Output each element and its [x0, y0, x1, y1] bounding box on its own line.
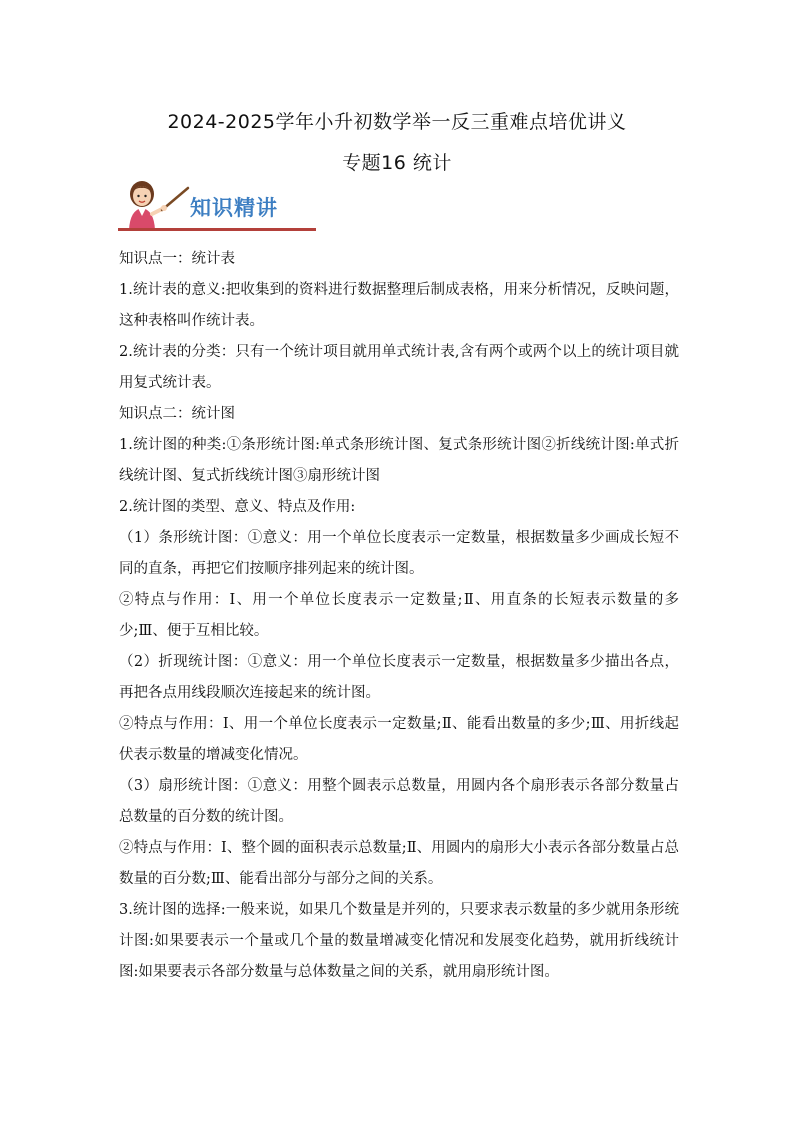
content-body: [119, 244, 679, 988]
section-heading: 知识点一：统计表: [119, 251, 235, 267]
document-title: 2024-2025学年小升初数学举一反三重难点培优讲义: [167, 111, 627, 133]
paragraph: （3）扇形统计图：①意义：用整个圆表示总数量，用圆内各个扇形表示各部分数量占总数量的百分数的统计图。: [119, 778, 679, 825]
section-banner: [118, 178, 318, 234]
banner-label: 知识精讲: [190, 196, 278, 220]
paragraph: 1.统计图的种类:①条形统计图:单式条形统计图、复式条形统计图②折线统计图:单式折线统计图、复式折线统计图③扇形统计图: [119, 437, 679, 484]
paragraph: 1.统计表的意义:把收集到的资料进行数据整理后制成表格，用来分析情况，反映问题，这种表格叫作统计表。: [119, 282, 679, 329]
paragraph: ②特点与作用：Ⅰ、用一个单位长度表示一定数量;Ⅱ、用直条的长短表示数量的多少;Ⅲ、便于互相比较。: [119, 592, 679, 639]
paragraph: ②特点与作用：Ⅰ、整个圆的面积表示总数量;Ⅱ、用圆内的扇形大小表示各部分数量占总数量的百分数;Ⅲ、能看出部分与部分之间的关系。: [119, 840, 679, 887]
paragraph: （1）条形统计图：①意义：用一个单位长度表示一定数量，根据数量多少画成长短不同的直条，再把它们按顺序排列起来的统计图。: [119, 530, 679, 577]
paragraph: （2）折现统计图：①意义：用一个单位长度表示一定数量，根据数量多少描出各点，再把各点用线段顺次连接起来的统计图。: [119, 654, 679, 701]
section-heading: 知识点二：统计图: [119, 406, 235, 422]
paragraph: ②特点与作用：Ⅰ、用一个单位长度表示一定数量;Ⅱ、能看出数量的多少;Ⅲ、用折线起伏表示数量的增减变化情况。: [119, 716, 679, 763]
paragraph: 2.统计图的类型、意义、特点及作用:: [119, 499, 356, 515]
paragraph: 3.统计图的选择:一般来说，如果几个数量是并列的，只要求表示数量的多少就用条形统计图:如果要表示一个量或几个量的数量增减变化情况和发展变化趋势，就用折线统计图:如果要表示各部分数量与总体数量之间的关系，就用扇形统计图。: [119, 902, 679, 980]
document-subtitle: 专题16 统计: [342, 152, 452, 174]
teacher-with-pointer-icon: [118, 178, 190, 230]
banner-underline: [118, 228, 316, 231]
paragraph: 2.统计表的分类：只有一个统计项目就用单式统计表,含有两个或两个以上的统计项目就用复式统计表。: [119, 344, 679, 391]
